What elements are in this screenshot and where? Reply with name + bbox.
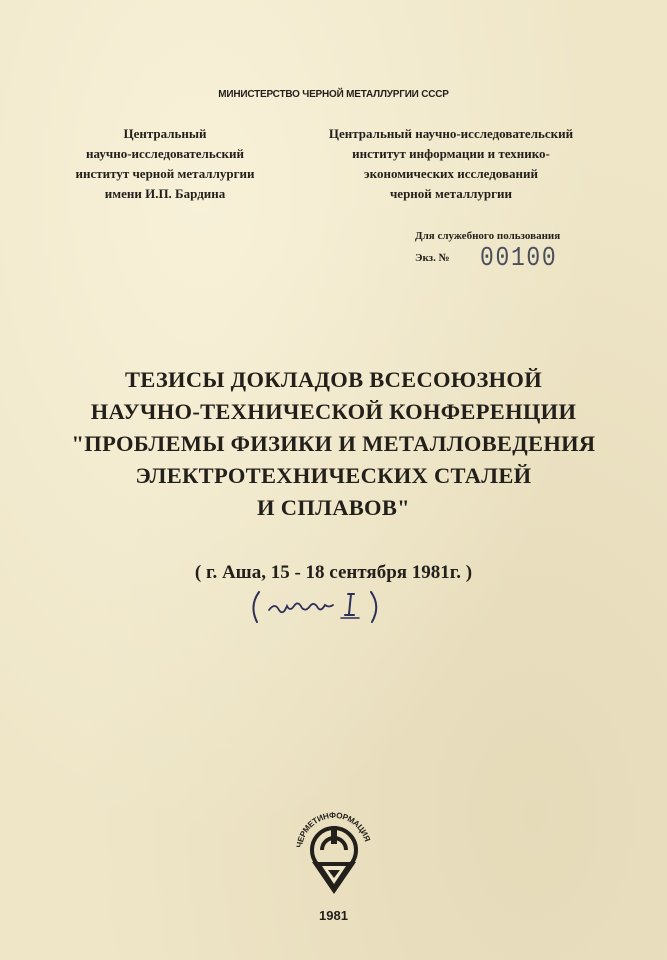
right-institute-line: черной металлургии: [389, 186, 513, 201]
handwritten-note: [245, 588, 385, 626]
left-institute-line: институт черной металлургии: [75, 166, 255, 181]
right-institute-line: экономических исследований: [364, 166, 538, 181]
title-line: "ПРОБЛЕМЫ ФИЗИКИ И МЕТАЛЛОВЕДЕНИЯ: [71, 431, 596, 456]
location-date: ( г. Аша, 15 - 18 сентября 1981г. ): [194, 562, 473, 583]
title-line: И СПЛАВОВ": [257, 495, 410, 520]
left-institute-line: имени И.П. Бардина: [104, 186, 226, 201]
copy-number-stamp: 00100: [480, 244, 558, 274]
document-title: [0, 364, 667, 524]
chermetinformatsiya-logo-icon: [292, 798, 376, 898]
right-institute-line: институт информации и технико-: [352, 146, 550, 161]
title-line: ТЕЗИСЫ ДОКЛАДОВ ВСЕСОЮЗНОЙ: [124, 367, 543, 392]
title-line: ЭЛЕКТРОТЕХНИЧЕСКИХ СТАЛЕЙ: [135, 463, 532, 488]
ministry-header: МИНИСТЕРСТВО ЧЕРНОЙ МЕТАЛЛУРГИИ СССР: [218, 88, 449, 100]
publication-year: 1981: [319, 908, 348, 923]
right-institute-line: Центральный научно-исследовательский: [328, 126, 574, 141]
logo-text: ЧЕРМЕТИНФОРМАЦИЯ: [295, 810, 372, 849]
right-institute-block: [292, 124, 610, 204]
copy-label: Экз. №: [415, 252, 450, 264]
restriction-label: Для служебного пользования: [415, 230, 561, 242]
left-institute-line: Центральный: [123, 126, 207, 141]
left-institute-line: научно-исследовательский: [86, 146, 244, 161]
title-line: НАУЧНО-ТЕХНИЧЕСКОЙ КОНФЕРЕНЦИИ: [90, 399, 577, 424]
left-institute-block: [30, 124, 300, 204]
